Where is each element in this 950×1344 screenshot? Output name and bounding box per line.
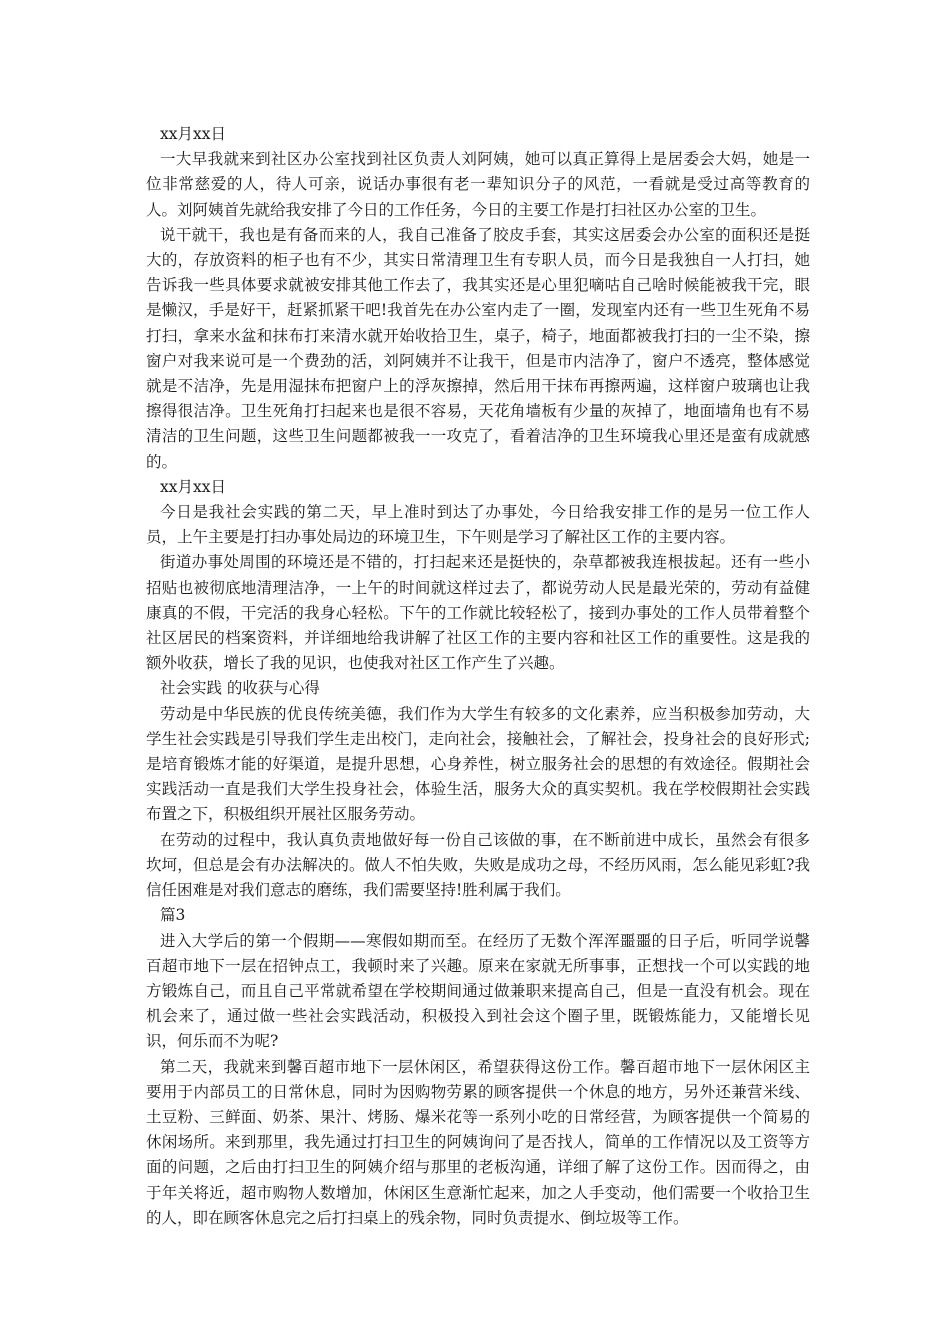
paragraph: 一大早我就来到社区办公室找到社区负责人刘阿姨，她可以真正算得上是居委会大妈，她是一位非常慈爱的人，待人可亲，说话办事很有老一辈知识分子的风范，一看就是受过高等教育的人。刘阿姨首先就给我安排了今日的工作任务，今日的主要工作是打扫社区办公室的卫生。 (146, 150, 810, 219)
paragraph: 街道办事处周围的环境还是不错的，打扫起来还是挺快的，杂草都被我连根拔起。还有一些小招贴也被彻底地清理洁净，一上午的时间就这样过去了，都说劳动人民是最光荣的，劳动有益健康真的不假，干完活的我身心轻松。下午的工作就比较轻松了，接到办事处的工作人员带着整个社区居民的档案资料，并详细地给我讲解了社区工作的主要内容和社区工作的重要性。这是我的额外收获，增长了我的见识，也使我对社区工作产生了兴趣。 (146, 553, 810, 673)
document-body (146, 122, 810, 1231)
section-heading: 社会实践 的收获与心得 (160, 679, 320, 698)
paragraph: 进入大学后的第一个假期——寒假如期而至。在经历了无数个浑浑噩噩的日子后，听同学说馨百超市地下一层在招钟点工，我顿时来了兴趣。原来在家就无所事事，正想找一个可以实践的地方锻炼自己，而且自己平常就希望在学校期间通过做兼职来提高自己，但是一直没有机会。现在机会来了，通过做一些社会实践活动，积极投入到社会这个圈子里，既锻炼能力，又能增长见识，何乐而不为呢? (146, 931, 810, 1051)
paragraph: 说干就干，我也是有备而来的人，我自己准备了胶皮手套，其实这居委会办公室的面积还是挺大的，存放资料的柜子也有不少，其实日常清理卫生有专职人员，而今日是我独自一人打扫，她告诉我一些具体要求就被安排其他工作去了，我其实还是心里犯嘀咕自己啥时候能被我干完，眼是懒汉，手是好干，赶紧抓紧干吧!我首先在办公室内走了一圈，发现室内还有一些卫生死角不易打扫，拿来水盆和抹布打来清水就开始收拾卫生，桌子，椅子，地面都被我打扫的一尘不染，擦窗户对我来说可是一个费劲的活，刘阿姨并不让我干，但是市内洁净了，窗户不透亮，整体感觉就是不洁净，先是用湿抹布把窗户上的浮灰擦掉，然后用干抹布再擦两遍，这样窗户玻璃也让我擦得很洁净。卫生死角打扫起来也是很不容易，天花角墙板有少量的灰掉了，地面墙角也有不易清洁的卫生问题，这些卫生问题都被我一一攻克了，看着洁净的卫生环境我心里还是蛮有成就感的。 (146, 225, 810, 471)
article-heading: 篇3 (160, 906, 186, 925)
paragraph: 在劳动的过程中，我认真负责地做好每一份自己该做的事，在不断前进中成长，虽然会有很多坎坷，但总是会有办法解决的。做人不怕失败，失败是成功之母，不经历风雨，怎么能见彩虹?我信任困难是对我们意志的磨练，我们需要坚持!胜利属于我们。 (146, 830, 810, 900)
paragraph: 第二天，我就来到馨百超市地下一层休闲区，希望获得这份工作。馨百超市地下一层休闲区主要用于内部员工的日常休息，同时为因购物劳累的顾客提供一个休息的地方，另外还兼营米线、土豆粉、三鲜面、奶茶、果汁、烤肠、爆米花等一系列小吃的日常经营，为顾客提供一个简易的休闲场所。来到那里，我先通过打扫卫生的阿姨询问了是否找人，简单的工作情况以及工资等方面的问题，之后由打扫卫生的阿姨介绍与那里的老板沟通，详细了解了这份工作。因而得之，由于年关将近，超市购物人数增加，休闲区生意渐忙起来，加之人手变动，他们需要一个收拾卫生的人，即在顾客休息完之后打扫桌上的残余物，同时负责提水、倒垃圾等工作。 (146, 1057, 810, 1227)
paragraph: 劳动是中华民族的优良传统美德，我们作为大学生有较多的文化素养，应当积极参加劳动，大学生社会实践是引导我们学生走出校门，走向社会，接触社会，了解社会，投身社会的良好形式;是培育锻炼才能的好渠道，是提升思想，心身养性，树立服务社会的思想的有效途径。假期社会实践活动一直是我们大学生投身社会，体验生活，服务大众的真实契机。我在学校假期社会实践布置之下，积极组织开展社区服务劳动。 (146, 704, 810, 824)
paragraph: 今日是我社会实践的第二天，早上准时到达了办事处，今日给我安排工作的是另一位工作人员，上午主要是打扫办事处局边的环境卫生，下午则是学习了解社区工作的主要内容。 (146, 503, 810, 547)
date-heading: xx月xx日 (160, 477, 226, 496)
date-heading: xx月xx日 (160, 125, 226, 143)
